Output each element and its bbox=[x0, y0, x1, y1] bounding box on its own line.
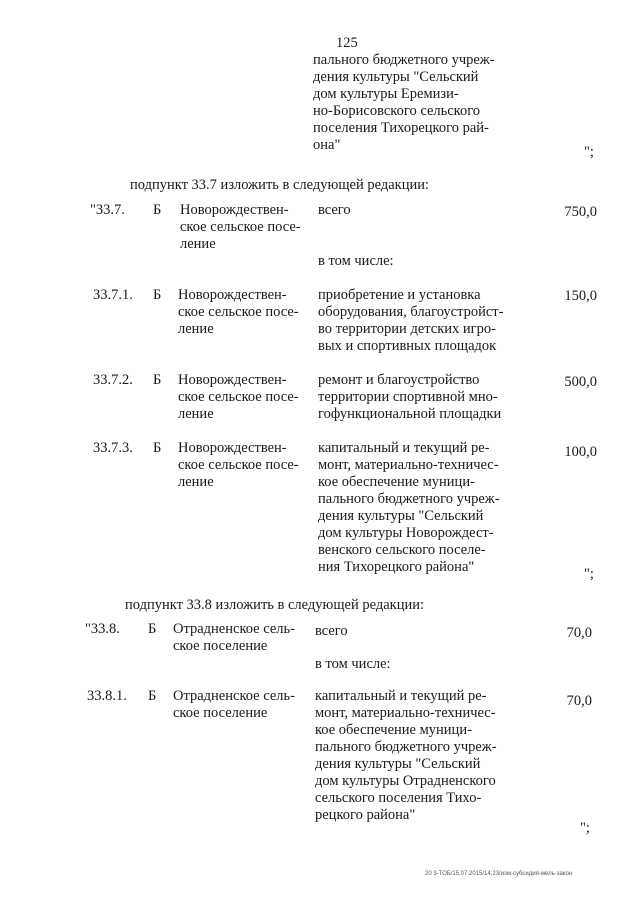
description-line: капитальный и текущий ре- bbox=[315, 688, 487, 704]
row-letter: Б bbox=[148, 688, 157, 704]
section-heading: подпункт 33.8 изложить в следующей редакции: bbox=[125, 597, 425, 613]
description-line: сельского поселения Тихо- bbox=[315, 790, 482, 806]
end-quote-mark: "; bbox=[584, 144, 594, 160]
recipient-line: ление bbox=[178, 474, 214, 490]
recipient-line: Новорождествен- bbox=[180, 202, 289, 218]
description-line: кое обеспечение муници- bbox=[315, 722, 472, 738]
recipient-line: ское поселение bbox=[173, 638, 268, 654]
row-number: 33.7.3. bbox=[93, 440, 133, 456]
row-description bbox=[318, 372, 509, 423]
description-line: пального бюджетного учреж- bbox=[315, 739, 497, 755]
row-amount: 150,0 bbox=[564, 288, 597, 304]
description-line: пального бюджетного учреж- bbox=[318, 491, 500, 507]
description-line: ремонт и благоустройство bbox=[318, 372, 480, 388]
recipient-line: Новорождествен- bbox=[178, 372, 287, 388]
recipient-line: ское сельское посе- bbox=[178, 304, 299, 320]
end-quote-mark: "; bbox=[580, 820, 590, 836]
description-line: венского сельского поселе- bbox=[318, 542, 486, 558]
row-description bbox=[315, 688, 506, 824]
description-line: приобретение и установка bbox=[318, 287, 481, 303]
recipient-line: Новорождествен- bbox=[178, 287, 287, 303]
recipient-line: ление bbox=[178, 406, 214, 422]
row-description bbox=[318, 440, 509, 576]
row-amount: 750,0 bbox=[564, 204, 597, 220]
row-number: 33.7.1. bbox=[93, 287, 133, 303]
row-amount: 70,0 bbox=[566, 625, 592, 641]
description-line: капитальный и текущий ре- bbox=[318, 440, 490, 456]
row-amount: 500,0 bbox=[564, 374, 597, 390]
row-description: в том числе: bbox=[315, 656, 391, 672]
row-amount: 70,0 bbox=[566, 693, 592, 709]
carryover-line: она" bbox=[313, 137, 341, 153]
description-line: территории спортивной мно- bbox=[318, 389, 498, 405]
row-number: 33.8.1. bbox=[87, 688, 127, 704]
row-recipient bbox=[173, 688, 303, 722]
row-amount: 100,0 bbox=[564, 444, 597, 460]
recipient-line: ление bbox=[180, 236, 216, 252]
recipient-line: ление bbox=[178, 321, 214, 337]
description-line: рецкого района" bbox=[315, 807, 416, 823]
row-recipient bbox=[178, 440, 303, 491]
carryover-line: но-Борисовского сельского bbox=[313, 103, 481, 119]
carryover-text bbox=[313, 52, 511, 154]
row-letter: Б bbox=[148, 621, 157, 637]
carryover-line: дения культуры "Сельский bbox=[313, 69, 479, 85]
document-footer-id: 20 3-ТОБ/15.07.2015/14:23/изм-субсидия-мель-закон bbox=[425, 871, 573, 877]
row-letter: Б bbox=[153, 202, 162, 218]
recipient-line: Отрадненское сель- bbox=[173, 688, 295, 704]
carryover-line: дом культуры Еремизи- bbox=[313, 86, 459, 102]
carryover-line: поселения Тихорецкого рай- bbox=[313, 120, 489, 136]
end-quote-mark: "; bbox=[584, 566, 594, 582]
row-recipient bbox=[178, 287, 303, 338]
description-line: дения культуры "Сельский bbox=[318, 508, 484, 524]
description-line: дения культуры "Сельский bbox=[315, 756, 481, 772]
row-letter: Б bbox=[153, 287, 162, 303]
page-number: 125 bbox=[336, 35, 358, 51]
carryover-line: пального бюджетного учреж- bbox=[313, 52, 495, 68]
row-recipient bbox=[180, 202, 305, 253]
description-line: ния Тихорецкого района" bbox=[318, 559, 475, 575]
description-line: дом культуры Отрадненского bbox=[315, 773, 496, 789]
description-line: вых и спортивных площадок bbox=[318, 338, 497, 354]
row-description: в том числе: bbox=[318, 253, 394, 269]
row-number: "33.8. bbox=[85, 621, 120, 637]
row-number: 33.7.2. bbox=[93, 372, 133, 388]
description-line: монт, материально-техничес- bbox=[315, 705, 496, 721]
description-line: дом культуры Новорождест- bbox=[318, 525, 494, 541]
recipient-line: ское сельское посе- bbox=[178, 457, 299, 473]
description-line: монт, материально-техничес- bbox=[318, 457, 499, 473]
recipient-line: ское сельское посе- bbox=[178, 389, 299, 405]
row-number: "33.7. bbox=[90, 202, 125, 218]
recipient-line: Новорождествен- bbox=[178, 440, 287, 456]
row-recipient bbox=[178, 372, 303, 423]
row-letter: Б bbox=[153, 440, 162, 456]
section-heading: подпункт 33.7 изложить в следующей редакции: bbox=[130, 177, 430, 193]
row-description bbox=[318, 287, 509, 355]
recipient-line: Отрадненское сель- bbox=[173, 621, 295, 637]
description-line: кое обеспечение муници- bbox=[318, 474, 475, 490]
row-letter: Б bbox=[153, 372, 162, 388]
description-line: во территории детских игро- bbox=[318, 321, 496, 337]
recipient-line: ское поселение bbox=[173, 705, 268, 721]
row-recipient bbox=[173, 621, 303, 655]
description-line: гофункциональной площадки bbox=[318, 406, 502, 422]
row-description: всего bbox=[318, 202, 351, 218]
row-description: всего bbox=[315, 623, 348, 639]
description-line: оборудования, благоустройст- bbox=[318, 304, 504, 320]
recipient-line: ское сельское посе- bbox=[180, 219, 301, 235]
